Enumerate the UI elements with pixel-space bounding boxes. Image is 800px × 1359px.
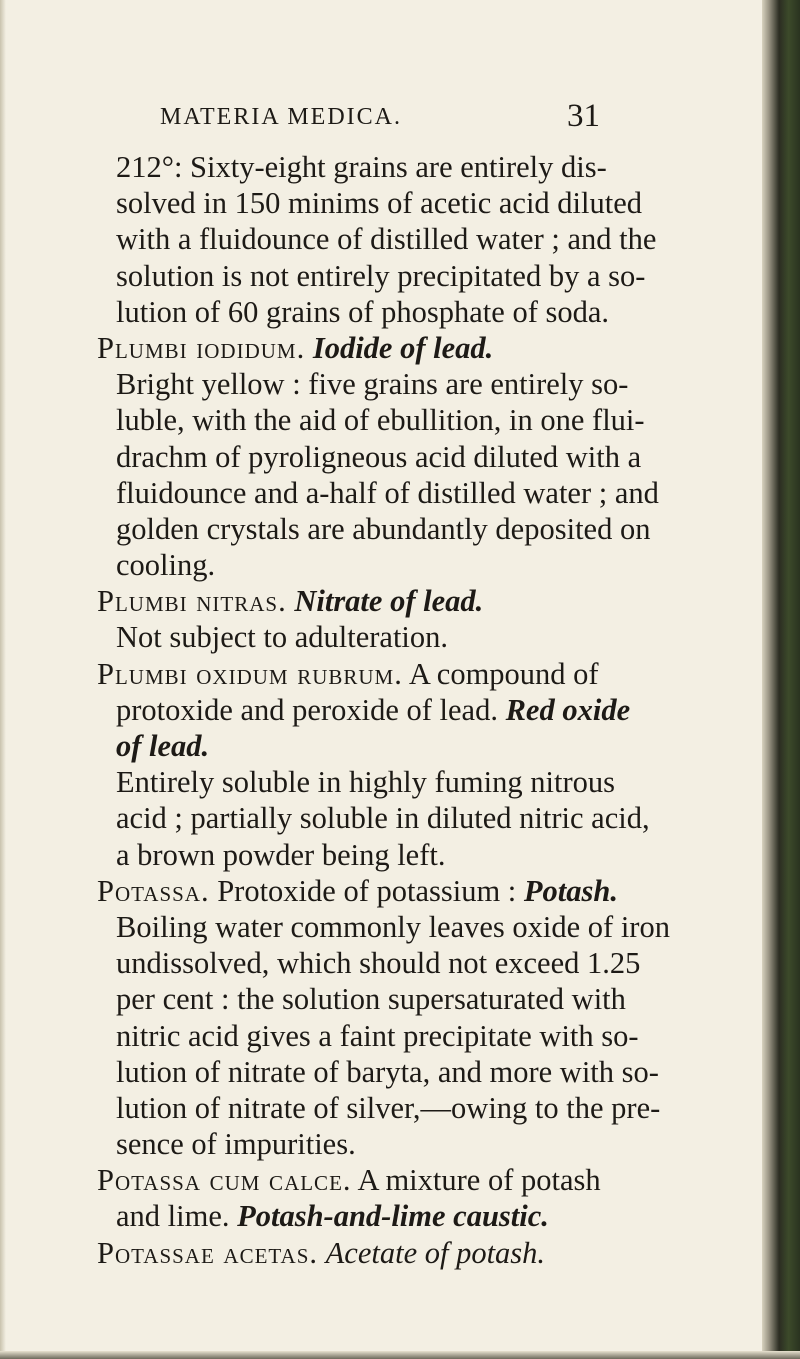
text-line: a brown powder being left.	[116, 837, 446, 872]
text-line: lution of nitrate of silver,—owing to the pre-	[116, 1090, 661, 1125]
page-shadow-bottom	[0, 1351, 800, 1359]
entry-term: Potassa.	[97, 873, 210, 908]
text-line: Not subject to adulteration.	[116, 620, 449, 655]
book-binding-edge	[762, 0, 800, 1359]
entry-heading	[97, 656, 632, 692]
text-line: with a fluidounce of distilled water ; and the	[116, 222, 657, 257]
text-line: cooling.	[116, 548, 216, 583]
text-line: solved in 150 minims of acetic acid diluted	[116, 186, 643, 221]
entry-heading	[97, 873, 632, 909]
text-line: undissolved, which should not exceed 1.25	[116, 946, 641, 981]
entry-text: Protoxide of potassium :	[217, 873, 517, 908]
body-text	[97, 149, 670, 1271]
page-shadow-left	[0, 0, 6, 1359]
entry-text: A compound of	[408, 656, 599, 691]
text-line: Bright yellow : five grains are entirely so-	[116, 367, 629, 402]
text-line: lution of 60 grains of phosphate of soda.	[116, 294, 610, 329]
entry-term: Plumbi nitras.	[97, 584, 287, 619]
text-line: acid ; partially soluble in diluted nitric acid,	[116, 801, 650, 836]
entry-gloss: Iodide of lead.	[312, 330, 494, 365]
text-line: per cent : the solution supersaturated with	[116, 982, 626, 1017]
text-line: nitric acid gives a faint precipitate with so-	[116, 1018, 639, 1053]
entry-heading	[97, 1162, 632, 1198]
text-line: golden crystals are abundantly deposited on	[116, 511, 651, 546]
entry-gloss: of lead.	[116, 729, 210, 763]
entry-text: A mixture of potash	[357, 1163, 601, 1198]
entry-heading	[97, 1235, 632, 1271]
text-line: solution is not entirely precipitated by a so-	[116, 258, 646, 293]
entry-term: Plumbi iodidum.	[97, 330, 306, 365]
running-head: MATERIA MEDICA.	[160, 104, 403, 130]
text-line	[97, 728, 632, 764]
text-line: lution of nitrate of baryta, and more with so-	[116, 1054, 659, 1089]
text-line: fluidounce and a-half of distilled water ; and	[116, 475, 659, 510]
entry-heading	[97, 583, 632, 619]
entry-term: Potassa cum calce.	[97, 1163, 352, 1198]
text-line: Boiling water commonly leaves oxide of iron	[116, 909, 670, 944]
entry-term: Potassae acetas.	[97, 1235, 319, 1270]
page-number: 31	[567, 98, 600, 134]
text-line	[97, 692, 632, 728]
entry-gloss: Potash-and-lime caustic.	[237, 1199, 549, 1234]
entry-text: protoxide and peroxide of lead.	[116, 692, 498, 727]
entry-text: and lime.	[116, 1199, 230, 1234]
text-line: Entirely soluble in highly fuming nitrous	[116, 765, 615, 800]
entry-gloss: Acetate of potash.	[325, 1235, 546, 1270]
entry-heading	[97, 330, 632, 366]
text-line: sence of impurities.	[116, 1127, 356, 1162]
entry-gloss: Nitrate of lead.	[294, 584, 484, 619]
text-line: drachm of pyroligneous acid diluted with a	[116, 439, 642, 474]
text-line	[97, 1198, 632, 1234]
entry-gloss: Potash.	[523, 873, 618, 908]
page-header	[160, 98, 600, 138]
entry-gloss: Red oxide	[505, 692, 631, 727]
text-line: 212°: Sixty-eight grains are entirely dis-	[116, 150, 607, 184]
entry-term: Plumbi oxidum rubrum.	[97, 656, 403, 691]
text-line: luble, with the aid of ebullition, in one flui-	[116, 403, 645, 438]
